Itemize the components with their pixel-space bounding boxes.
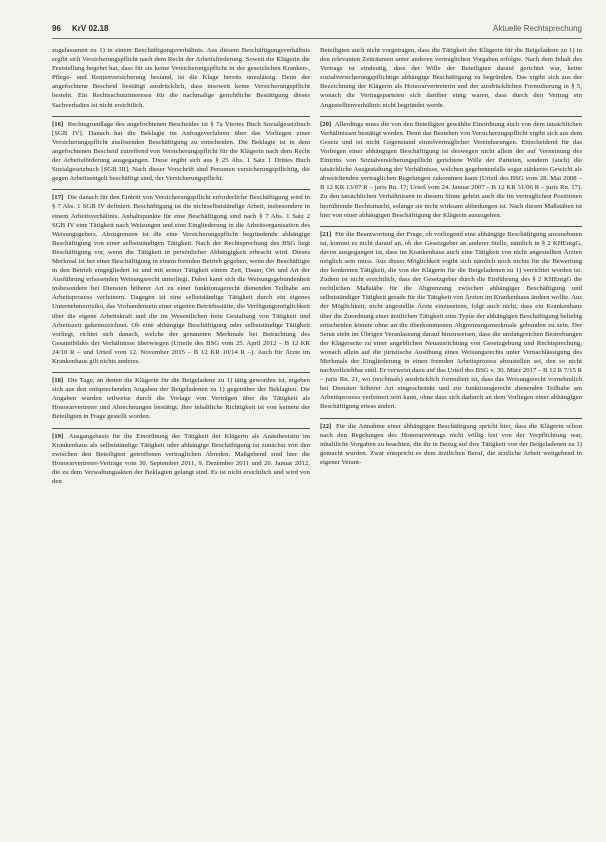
section-title: Aktuelle Rechtsprechung (493, 24, 582, 33)
paragraph-text: Beteiligten auch nicht vorgetragen, dass die Tätigkeit der Klägerin für die Beigeladene zu 1) in den relevanten Zeiträumen unter anderen vertraglichen Vorgaben erfolgte. Nach dem Inhalt des Vertrags ist eindeutig, dass der Wille der Beteiligten darauf gerichtet war, keine sozialversicherungspflichtige abhängige Beschäftigung zu begründen. Das ergibt sich aus der Bezeichnung der Klägerin als Honorarvertreterin und der ausdrücklichen Formulierung in § 5, wonach die Vertragsparteien sich darüber einig waren, dass durch den Vertrag ein Angestelltenverhältnis nicht begründet werde. (320, 47, 582, 109)
paragraph (52, 189, 310, 366)
paragraph-number: [16] (52, 120, 64, 128)
paragraph-number: [18] (52, 377, 64, 385)
journal-name: KrV 02.18 (72, 24, 109, 33)
paragraph (52, 372, 310, 421)
paragraph-number: [20] (320, 120, 332, 128)
paragraph-text: Rechtsgrundlage des angefochtenen Bescheides ist § 7a Viertes Buch Sozialgesetzbuch [SGB IV]. Danach hat die Beklagte im Anfrageverfahren über das Vorliegen einer Versicherungspflicht auslösenden Beschäftigung zu entscheiden. Die Beklagte ist in dem angefochtenen Bescheid zutreffend von Versicherungspflicht für die Klägerin nach dem Recht der Arbeitsförderung ausgegangen. Diese ergibt sich aus § 25 Abs. 1 Satz 1 Drittes Buch Sozialgesetzbuch [SGB III]. Nach dieser Vorschrift sind Personen versicherungspflichtig, die gegen Arbeitsentgelt beschäftigt sind, der Versicherungspflicht. (52, 120, 310, 183)
paragraph-text: Die danach für den Eintritt von Versicherungspflicht erforderliche Beschäftigung wird in § 7 Abs. 1 SGB IV definiert. Beschäftigung ist die nichtselbstständige Arbeit, insbesondere in einem Arbeitsverhältnis. Anhaltspunkte für eine Beschäftigung sind nach § 7 Abs. 1 Satz 2 SGB IV eine Tätigkeit nach Weisungen und eine Eingliederung in die Arbeitsorganisation des Weisungsgebers. Abzugrenzen ist die eine Versicherungspflicht begründende abhängige Beschäftigung von einer selbstständigen Tätigkeit. Nach der Rechtsprechung des BSG liegt Beschäftigung vor, wenn die Tätigkeit in persönlicher Abhängigkeit erbracht wird. Dieses Merkmal ist bei einer Beschäftigung in einem fremden Betrieb gegeben, wenn der Beschäftigte in den Betrieb eingegliedert ist und mit seiner Tätigkeit einem Zeit, Dauer, Ort und Art der Ausführung erfassenden Weisungsrecht unterliegt. Dabei kann sich die Weisungsgebundenheit insbesondere bei Diensten höherer Art zu einer funktionsgerecht dienenden Teilhabe am Arbeitsprozess verfeinern. Dagegen ist eine selbstständige Tätigkeit durch ein eigenes Unternehmerrisiko, das Vorhandensein einer eigenen Betriebsstätte, die Verfügungsmöglichkeit über die eigene Arbeitskraft und die im Wesentlichen freie Gestaltung von Tätigkeit und Arbeitszeit gekennzeichnet. Ob eine abhängige Beschäftigung oder selbstständige Tätigkeit vorliegt, richtet sich danach, welche der genannten Merkmale bei Betrachtung des Gesamtbildes der Verhältnisse überwiegen (Urteile des BSG vom 25. April 2012 – B 12 KR 24/10 R – und Urteil vom 12. November 2015 – B 12 KR 10/14 R –). Auch für Ärzte im Krankenhaus gilt nichts anderes. (52, 194, 310, 365)
paragraph-text: Ausgangsbasis für die Einordnung der Tätigkeit der Klägerin als Anästhesistin im Krankenhaus als selbstständige Tätigkeit oder abhängige Beschäftigung ist zunächst von den zwischen den Beteiligten getroffenen vertraglichen Abreden. Maßgebend sind hier die Honorarvertreter-Verträge vom 30. September 2011, 9. Dezember 2011 und 20. Januar 2012, die zu dem Verwaltungsakten der Beklagten gelangt sind. Es ist nicht ersichtlich und wird von den (52, 432, 310, 486)
paragraph-number: [22] (320, 422, 332, 430)
paragraph (52, 46, 310, 110)
paragraph-text: Allerdings muss die von den Beteiligten gewählte Einordnung auch von dem tatsächlichen Verhältnissen bestätigt werden. Denn das Bestehen von Versicherungspflicht ergibt sich aus dem Gesetz und ist nicht Gegenstand einzelvertraglicher Vereinbarungen. Entscheidend für das Vorliegen einer abhängigen Beschäftigung ist deswegen nicht allein der auf Verneinung des Eintritts von Sozialversicherungspflicht gerichtete Wille der Parteien, sondern (auch) die tatsächliche Ausgestaltung der Verhältnisse, welchen gegebenenfalls sogar stärkeres Gewicht als abweichenden vertraglichen Regelungen zukommen kann (Urteil des BSG vom 28. Mai 2008 – B 12 KR 13/07 R – juris Rn. 17; Urteil vom 24. Januar 2007 – B 12 KR 31/06 R – juris Rn. 17). Zu den tatsächlichen Verhältnissen in diesem Sinne gehört auch die im vertraglichen Positionen herrührende Rechtsmacht, solange sie nicht wirksam abbedungen ist. Nach diesen Maßstäben ist hier von einer abhängigen Beschäftigung der Klägerin auszugehen. (320, 120, 582, 219)
paragraph (52, 428, 310, 487)
paragraph-number: [17] (52, 194, 64, 202)
left-column (52, 46, 310, 836)
page-header (52, 22, 582, 39)
right-column (320, 46, 582, 836)
paragraph (320, 46, 582, 110)
paragraph-text: Für die Beantwortung der Frage, ob vorliegend eine abhängige Beschäftigung anzunehmen ist, kommt es nicht darauf an, ob der Gesetzgeber an anderer Stelle, nämlich in § 2 KHEntgG, davon ausgegangen ist, dass im Krankenhaus auch eine Tätigkeit von nicht angestellten Ärzten möglich sein muss. Aus dieser Möglichkeit ergibt sich nämlich noch nichts für die Bewertung der konkreten Tätigkeit, die von der Klägerin für die Beigeladenen zu 1) verrichtet worden ist. Zudem ist nicht ersichtlich, dass der Gesetzgeber durch die Einführung des § 2 KHEntgG die rechtlichen Maßstäbe für die Abgrenzung zwischen abhängiger Beschäftigung und selbstständiger Tätigkeit gerade für die Tätigkeit von Ärzten im Krankenhaus ändern wollte. Aus der Möglichkeit, nicht angestellte Ärzte einzusetzen, folgt auch nicht, dass ein Krankenhaus über die Zuordnung einer ärztlichen Tätigkeit zum Typus der abhängigen Beschäftigung beliebig entscheiden könnte ohne an die überkommenen Abgrenzungsmerkmale gebunden zu sein. Der Senat sieht im Übrigen Veranlassung darauf hinzuweisen, dass die umfangreichen Bestrebungen der Klägerseite zu einer angeblichen Neuausrichtung von Gesetzgebung und Rechtsprechung, wonach allein auf die juristische Ausübung eines Weisungsrechts unter Vernachlässigung des Merkmals der Eingliederung in einen fremden Arbeitsprozess abzustellen sei, den so nicht nachvollziehbar sind. Er verweist dazu auf das Urteil des BSG v. 30. März 2017 – B 12 R 7/15 R – juris Rn. 21, wo (nochmals) ausdrücklich formuliert ist, dass das Weisungsrecht vornehmlich bei Diensten höherer Art eingeschränkt und zur funktionsgerecht dienenden Teilhabe am Arbeitsprozess verfeinert sein kann, ohne dass sich dadurch an dem Vorliegen einer abhängigen Beschäftigung etwas ändert. (320, 230, 582, 411)
paragraph-text: Für die Annahme einer abhängigen Beschäftigung spricht hier, dass die Klägerin schon nach den Regelungen des Honorarvertrags nicht völlig frei von der Verpflichtung war, inhaltliche Vorgaben zu beachten, die ihr in Bezug auf ihre Tätigkeit von der Beigeladenen zu 1) gemacht wurden. Zwar entspricht es dem ärztlichen Beruf, die ärztliche Arbeit weitgehend in eigener Verant- (320, 422, 582, 466)
paragraph (320, 116, 582, 220)
paragraph-number: [21] (320, 230, 332, 238)
paragraph (320, 226, 582, 412)
paragraph-number: [19] (52, 432, 64, 440)
paragraph (320, 418, 582, 467)
paragraph (52, 116, 310, 184)
paragraph-text: zugelassenen zu 1) in einem Beschäftigungsverhältnis. Aus diesem Beschäftigungsverhältnis ergibt sich Versicherungspflicht nach dem Recht der Arbeitsförderung. Soweit die Klägerin die Feststellung begehrt hat, dass für sie keine Versicherungspflicht in der gesetzlichen Kranken-, Pflege- und Rentenversicherung bestand, ist die Klage bereits unzulässig. Denn der angefochtene Bescheid bestätigt ausdrücklich, dass insoweit keine Versicherungspflicht besteht. Ein Rechtsschutzinteresse für die nachmalige gerichtliche Bestätigung dieses Sachverhaltes ist nicht ersichtlich. (52, 47, 310, 109)
page-number: 96 (52, 24, 61, 33)
paragraph-text: Die Tage, an denen die Klägerin für die Beigeladene zu 1) tätig geworden ist, ergeben sich aus den entsprechenden Angaben der Beigeladenen zu 1) gegenüber der Beklagten. Die Angaben wurden teilweise durch die Vorlage von Verträgen über die Tätigkeit als Honorarvertreter und Abrechnungen bestätigt. Ihre inhaltliche Richtigkeit ist von keinem der Beteiligten in Frage gestellt worden. (52, 377, 310, 421)
